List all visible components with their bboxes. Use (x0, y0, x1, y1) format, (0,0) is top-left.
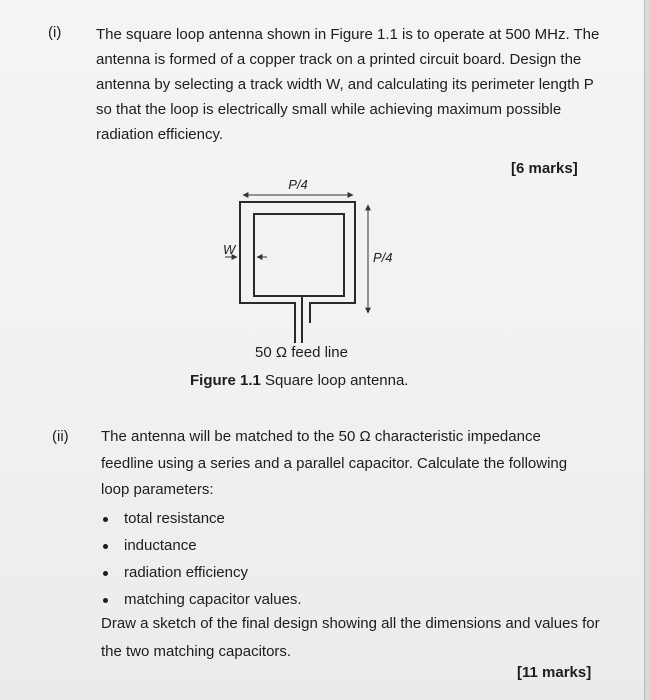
question-i-number: (i) (48, 24, 62, 41)
loop-parameters-list (100, 505, 302, 613)
question-ii-text: The antenna will be matched to the 50 Ω characteristic impedance feedline using a series and a parallel capacitor. Calculate the following loop parameters: (101, 428, 568, 498)
figure-caption-text: Square loop antenna. (260, 372, 409, 389)
width-label: W (223, 242, 236, 257)
list-item: matching capacitor values. (100, 586, 302, 613)
question-i-text: The square loop antenna shown in Figure 1.1 is to operate at 500 MHz. The antenna is formed of a copper track on a printed circuit board. Design the antenna by selecting a track width W, and calculating its perimeter length P so that the loop is electrically small while achieving maximum possible radiation efficiency. (96, 26, 600, 143)
side-dimension-label: P/4 (373, 250, 393, 265)
loop-inner-edge (254, 214, 344, 313)
top-dimension-label: P/4 (288, 177, 308, 192)
question-ii-marks: [11 marks] (517, 664, 592, 681)
question-ii-number: (ii) (52, 428, 69, 445)
list-item: inductance (100, 532, 302, 559)
figure-caption (190, 372, 408, 389)
square-loop-antenna-figure (215, 175, 415, 345)
feed-line-label: 50 Ω feed line (255, 344, 348, 361)
list-item: total resistance (100, 505, 302, 532)
figure-caption-number: Figure 1.1 (190, 372, 261, 389)
list-item: radiation efficiency (100, 559, 302, 586)
question-i-marks: [6 marks] (511, 160, 578, 177)
question-ii-closing: Draw a sketch of the final design showing all the dimensions and values for the two matching capacitors. (101, 615, 600, 660)
